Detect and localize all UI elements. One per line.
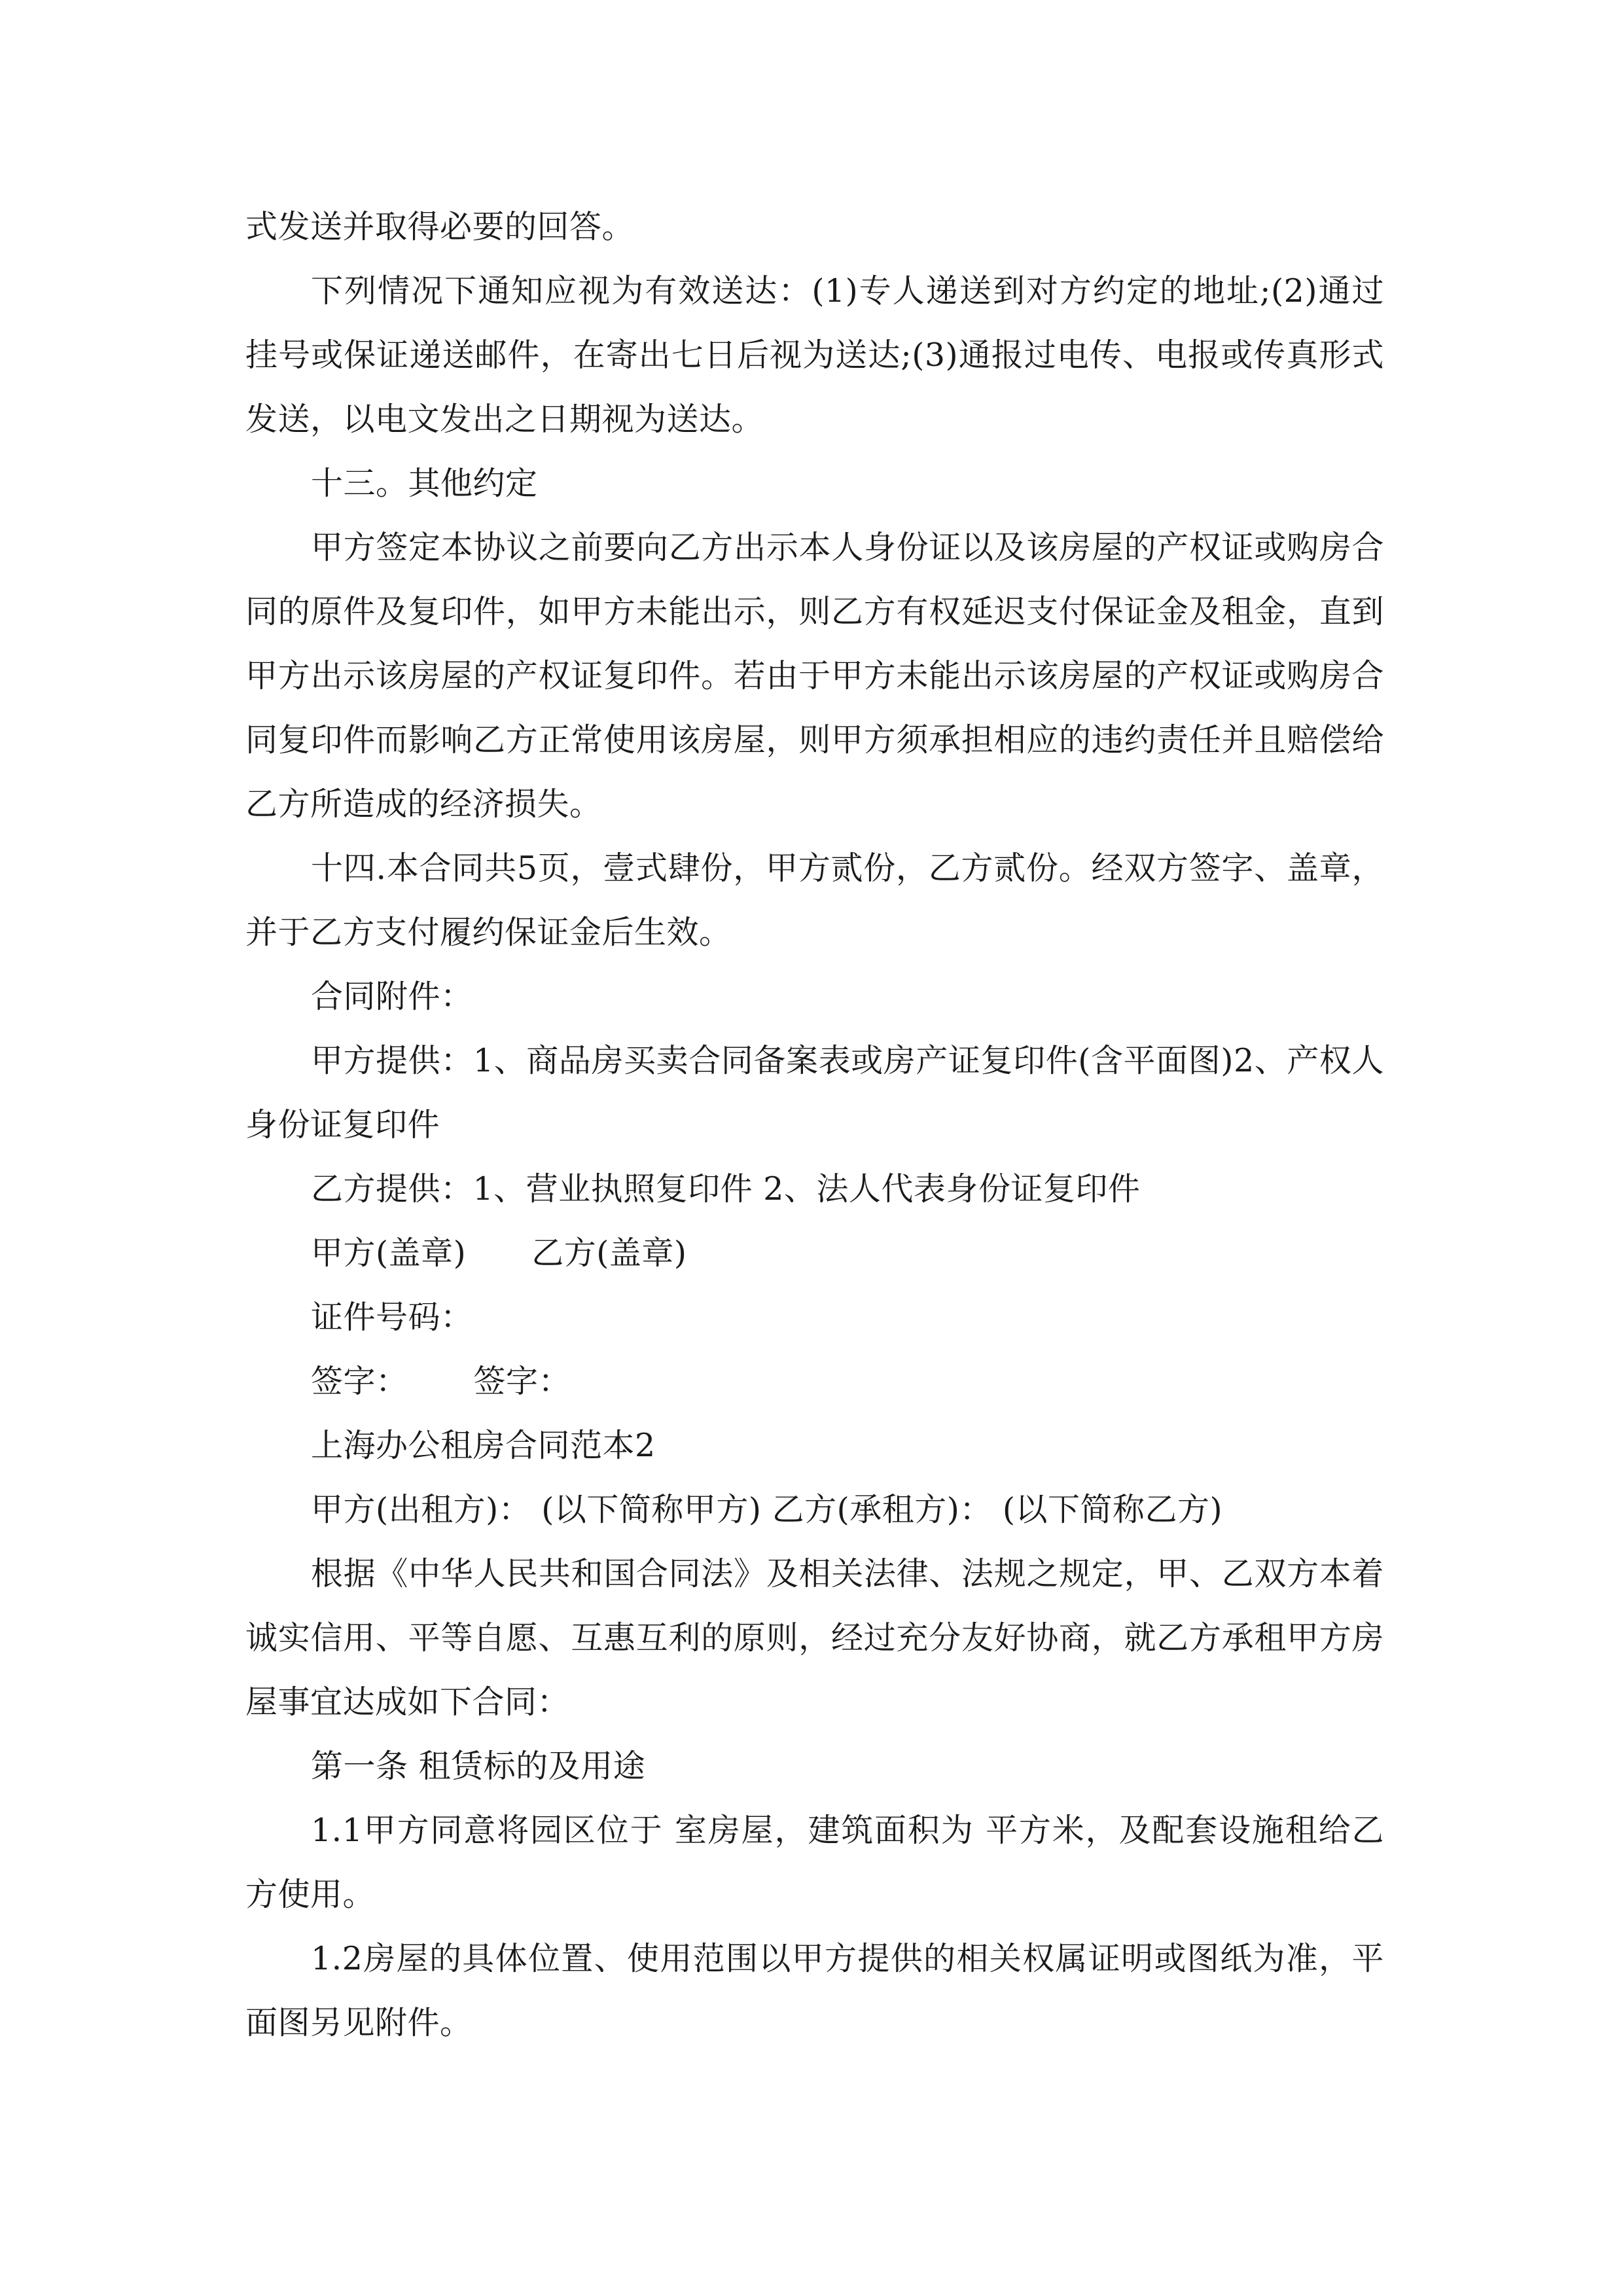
clause-1-1: 1.1甲方同意将园区位于 室房屋，建筑面积为 平方米，及配套设施租给乙方使用。 <box>245 1812 1384 1913</box>
party-b-seal-label: 乙方(盖章) <box>531 1234 687 1272</box>
paragraph-1: 式发送并取得必要的回答。 <box>245 208 635 245</box>
clause-1-2: 1.2房屋的具体位置、使用范围以甲方提供的相关权属证明或图纸为准，平面图另见附件。 <box>245 1940 1384 2041</box>
party-b-signature-label: 签字： <box>473 1363 571 1400</box>
paragraph-section-14: 十四.本合同共5页，壹式肆份，甲方贰份，乙方贰份。经双方签字、盖章，并于乙方支付履约保证金后生效。 <box>245 850 1384 951</box>
seal-line <box>245 1221 1384 1285</box>
id-number-label: 证件号码： <box>311 1299 473 1336</box>
party-a-provides: 甲方提供：1、商品房买卖合同备案表或房产证复印件(含平面图)2、产权人身份证复印件 <box>245 1042 1384 1143</box>
party-a-seal-label: 甲方(盖章) <box>311 1234 467 1272</box>
party-a-signature-label: 签字： <box>311 1363 408 1400</box>
article-1-heading: 第一条 租赁标的及用途 <box>311 1748 646 1785</box>
section-heading-13: 十三。其他约定 <box>311 465 538 502</box>
document-body <box>245 195 1384 2055</box>
contract-title-2: 上海办公租房合同范本2 <box>311 1427 656 1464</box>
parties-line: 甲方(出租方)： (以下简称甲方) 乙方(承租方)： (以下简称乙方) <box>311 1491 1223 1528</box>
paragraph-notice-delivery: 下列情况下通知应视为有效送达：(1)专人递送到对方约定的地址;(2)通过挂号或保证递送邮件，在寄出七日后视为送达;(3)通报过电传、电报或传真形式发送，以电文发出之日期视为送达。 <box>245 272 1384 438</box>
party-b-provides: 乙方提供：1、营业执照复印件 2、法人代表身份证复印件 <box>311 1170 1141 1208</box>
signature-line <box>245 1350 1384 1414</box>
attachments-heading: 合同附件： <box>311 978 473 1015</box>
paragraph-other-terms: 甲方签定本协议之前要向乙方出示本人身份证以及该房屋的产权证或购房合同的原件及复印件，如甲方未能出示，则乙方有权延迟支付保证金及租金，直到甲方出示该房屋的产权证复印件。若由于甲方未能出示该房屋的产权证或购房合同复印件而影响乙方正常使用该房屋，则甲方须承担相应的违约责任并且赔偿给乙方所造成的经济损失。 <box>245 529 1384 823</box>
paragraph-basis: 根据《中华人民共和国合同法》及相关法律、法规之规定，甲、乙双方本着诚实信用、平等自愿、互惠互利的原则，经过充分友好协商，就乙方承租甲方房屋事宜达成如下合同： <box>245 1555 1384 1721</box>
